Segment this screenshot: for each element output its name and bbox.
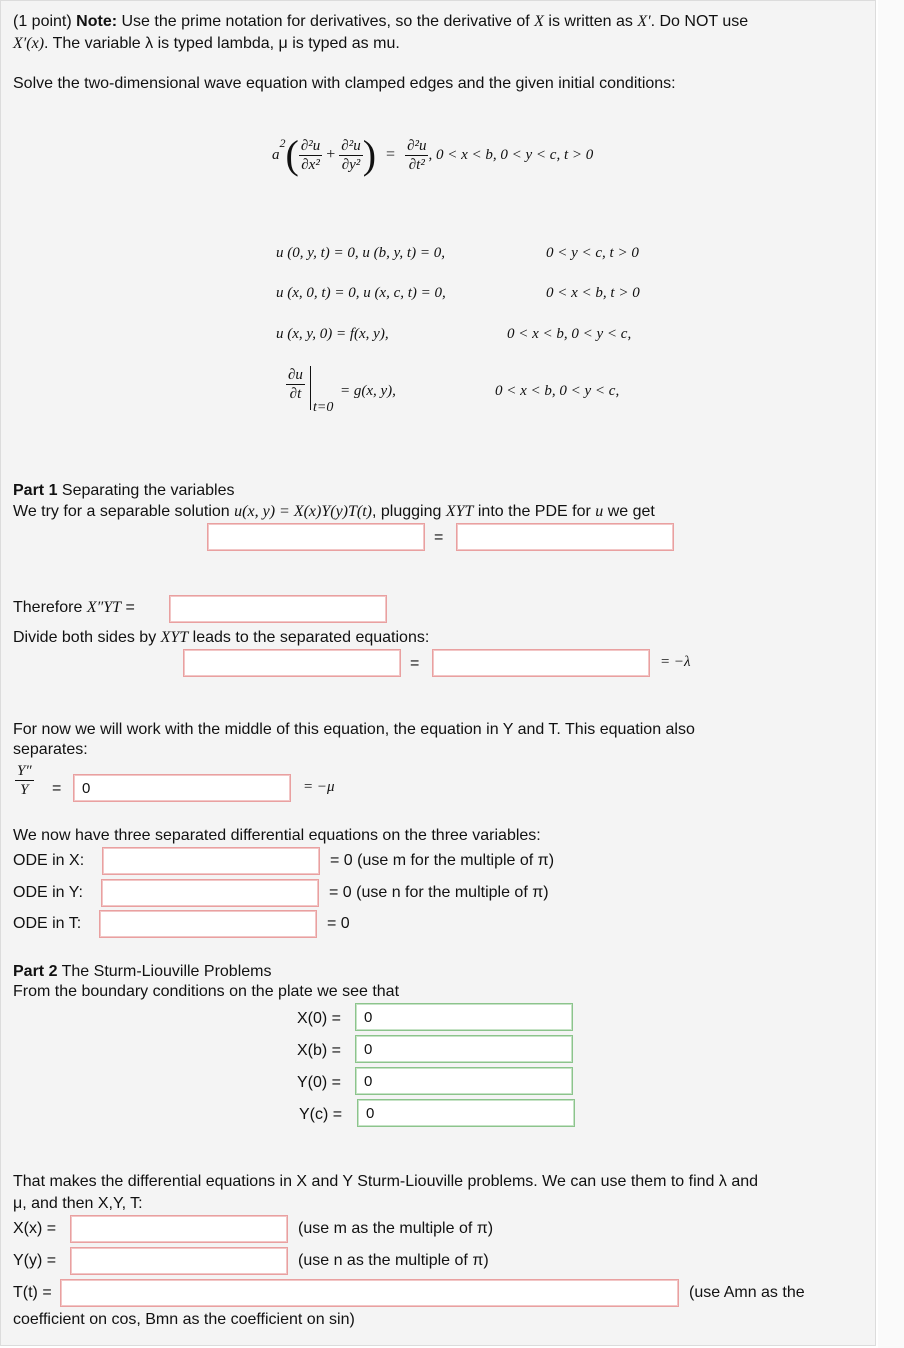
- pde-domain: , 0 < x < b, 0 < y < c, t > 0: [428, 146, 594, 163]
- bc-yc-input[interactable]: [357, 1099, 575, 1127]
- yy-input[interactable]: [70, 1247, 288, 1275]
- middle-text: For now we will work with the middle of this equation, the equation in Y and T. This equation also: [13, 721, 695, 738]
- divide-math: XYT: [160, 629, 189, 646]
- tt-input[interactable]: [60, 1279, 679, 1307]
- ode-x-input[interactable]: [102, 847, 320, 875]
- three-text: We now have three separated differential equations on the three variables:: [13, 827, 541, 844]
- pde-plus: +: [326, 146, 336, 163]
- page-margin: [878, 0, 904, 1348]
- therefore-math: X″YT: [86, 599, 122, 616]
- ic-domain-2: 0 < x < b, 0 < y < c,: [495, 383, 620, 399]
- plug-u: u: [595, 503, 604, 520]
- pde-a: a: [272, 146, 280, 163]
- ode-y-label: ODE in Y:: [13, 884, 83, 901]
- bc-yc-label: Y(c) =: [299, 1106, 343, 1123]
- bc-xb-input[interactable]: [355, 1035, 573, 1063]
- bc-y0-label: Y(0) =: [297, 1074, 342, 1091]
- plug-rest: into the PDE for: [477, 503, 591, 520]
- divide-label: Divide both sides by: [13, 629, 157, 646]
- pde-equation: [272, 130, 593, 180]
- part2-title-text: The Sturm-Liouville Problems: [61, 963, 272, 980]
- bc-domain-2: 0 < x < b, t > 0: [546, 285, 640, 301]
- pde-frac-y: $\frac{\text{∂²u}}{\text{∂y²}}$: [341, 137, 361, 173]
- dudt-den: ∂t: [289, 386, 302, 402]
- xx-label: X(x) =: [13, 1220, 57, 1237]
- ode-t-input[interactable]: [99, 910, 317, 938]
- tt-hint: (use Amn as the: [689, 1284, 805, 1301]
- therefore-label: Therefore X″YT =: [13, 599, 135, 616]
- note-bad-notation: X′(x): [13, 35, 45, 52]
- we-get: we get: [607, 503, 655, 520]
- bc-x0-input[interactable]: [355, 1003, 573, 1031]
- divide-text: [13, 628, 429, 648]
- header-note: [13, 12, 748, 32]
- part1-bold: Part 1: [13, 482, 58, 499]
- dudt-sub: t=0: [313, 400, 334, 415]
- intro-text: Solve the two-dimensional wave equation with clamped edges and the given initial conditions:: [13, 75, 676, 92]
- part2-bold: Part 2: [13, 963, 58, 980]
- yt-separated-input[interactable]: [73, 774, 291, 802]
- ic-dudt: [286, 366, 305, 403]
- pde-eq-sign: =: [434, 529, 444, 546]
- pde-equals: =: [386, 146, 396, 163]
- ode-t-rhs: = 0: [327, 915, 350, 932]
- tt-hint-2: coefficient on cos, Bmn as the coefficient on sin): [13, 1311, 355, 1328]
- dudt-num: ∂u: [288, 367, 303, 383]
- divide-rest: leads to the separated equations:: [192, 629, 430, 646]
- part2-from-text: From the boundary conditions on the plate we see that: [13, 983, 400, 1000]
- minus-lambda: = −λ: [660, 654, 691, 670]
- ode-x-label: ODE in X:: [13, 852, 85, 869]
- ode-x-rhs: = 0 (use m for the multiple of π): [330, 852, 555, 869]
- sl-text-2: μ, and then X,Y, T:: [13, 1195, 143, 1212]
- plug-text: , plugging: [372, 503, 442, 520]
- separates-text: separates:: [13, 741, 88, 758]
- bc-x0-label: X(0) =: [297, 1010, 342, 1027]
- part2-title: [13, 962, 271, 982]
- yy-label: Y(y) =: [13, 1252, 57, 1269]
- therefore-text: Therefore: [13, 599, 83, 616]
- note-label: Note:: [76, 13, 118, 30]
- pde-lhs-input[interactable]: [207, 523, 425, 551]
- y-frac: [15, 762, 34, 799]
- yy-hint: (use n as the multiple of π): [298, 1252, 489, 1269]
- part1-try: [13, 502, 655, 522]
- minus-mu: = −μ: [303, 779, 335, 795]
- points-label: (1 point): [13, 13, 72, 30]
- ode-t-label: ODE in T:: [13, 915, 82, 932]
- separated-x-input[interactable]: [183, 649, 401, 677]
- bc-line-1: u (0, y, t) = 0, u (b, y, t) = 0,: [276, 245, 445, 261]
- dudt-rhs: = g(x, y),: [340, 383, 396, 399]
- y-frac-num: Y″: [17, 763, 32, 779]
- plug-math: XYT: [445, 503, 474, 520]
- note-prime: X′: [637, 13, 651, 30]
- bc-domain-1: 0 < y < c, t > 0: [546, 245, 639, 261]
- pde-frac-x: $\frac{\text{∂²u}}{\text{∂x²}}$: [300, 137, 321, 173]
- part1-title: [13, 481, 234, 501]
- note-is-written: is written as: [548, 13, 633, 30]
- sl-text: That makes the differential equations in X and Y Sturm-Liouville problems. We can use them to find λ and: [13, 1173, 759, 1190]
- therefore-input[interactable]: [169, 595, 387, 623]
- separated-yt-input[interactable]: [432, 649, 650, 677]
- ic-domain-1: 0 < x < b, 0 < y < c,: [507, 326, 632, 342]
- xx-hint: (use m as the multiple of π): [298, 1220, 494, 1237]
- note-var: X: [534, 13, 544, 30]
- note-text: Use the prime notation for derivatives, so the derivative of: [121, 13, 530, 30]
- part1-title-text: Separating the variables: [61, 482, 235, 499]
- note-do-not: . Do NOT use: [650, 13, 749, 30]
- ode-y-rhs: = 0 (use n for the multiple of π): [329, 884, 549, 901]
- pde-rparen: ): [362, 132, 377, 177]
- pde-exp: 2: [279, 136, 286, 150]
- xx-input[interactable]: [70, 1215, 288, 1243]
- try-text: We try for a separable solution: [13, 503, 230, 520]
- bc-line-2: u (x, 0, t) = 0, u (x, c, t) = 0,: [276, 285, 446, 301]
- y-frac-eq: =: [52, 780, 62, 797]
- pde-lparen: (: [285, 132, 299, 177]
- try-math: u(x, y) = X(x)Y(y)T(t): [234, 503, 372, 520]
- bc-y0-input[interactable]: [355, 1067, 573, 1095]
- eval-bar: [310, 366, 311, 410]
- note-lambda: . The variable λ is typed lambda, μ is typed as mu.: [44, 35, 400, 52]
- ic-line-1: u (x, y, 0) = f(x, y),: [276, 326, 389, 342]
- separated-eq-sign: =: [410, 655, 420, 672]
- bc-xb-label: X(b) =: [297, 1042, 342, 1059]
- header-note-line2: [13, 34, 400, 54]
- y-frac-den: Y: [20, 782, 29, 798]
- pde-rhs-input[interactable]: [456, 523, 674, 551]
- tt-label: T(t) =: [13, 1284, 52, 1301]
- pde-frac-t: $\frac{\text{∂²u}}{\text{∂t²}}$: [407, 137, 427, 173]
- ode-y-input[interactable]: [101, 879, 319, 907]
